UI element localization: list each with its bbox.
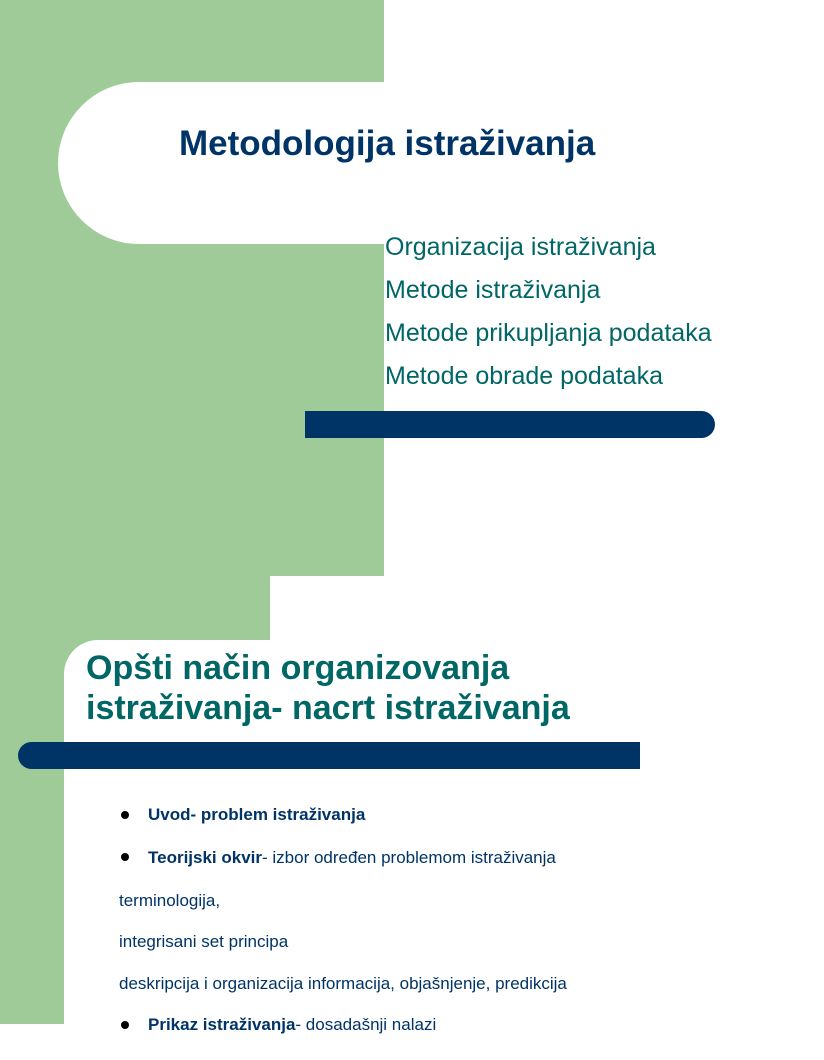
bullet-bold: Prikaz istraživanja — [148, 1015, 296, 1034]
bullet-text — [148, 848, 556, 868]
sub-item: terminologija, — [119, 891, 221, 910]
slide-title — [86, 648, 746, 728]
topic-list — [385, 226, 712, 398]
sub-item: deskripcija i organizacija informacija, objašnjenje, predikcija — [119, 974, 567, 993]
bullet-text: Uvod- problem istraživanja — [148, 805, 366, 824]
accent-bar — [305, 411, 715, 438]
bullet-dot — [121, 853, 129, 861]
accent-bar — [18, 742, 640, 769]
title-line: istraživanja- nacrt istraživanja — [86, 689, 570, 727]
topic-item: Metode istraživanja — [385, 276, 601, 304]
bullet-dot — [121, 1021, 129, 1029]
topic-item: Metode obrade podataka — [385, 362, 663, 390]
bullet-bold: Teorijski okvir — [148, 848, 263, 867]
bullet-text — [148, 1015, 436, 1035]
topic-item: Metode prikupljanja podataka — [385, 319, 712, 347]
sub-item: integrisani set principa — [119, 932, 289, 951]
bullet-rest: - izbor određen problemom istraživanja — [262, 848, 556, 867]
bullet-dot — [121, 811, 129, 819]
slide-title: Metodologija istraživanja — [179, 124, 596, 163]
bullet-rest: - dosadašnji nalazi — [295, 1015, 437, 1034]
slide-2 — [0, 576, 768, 1034]
topic-item: Organizacija istraživanja — [385, 233, 656, 261]
title-line: Opšti način organizovanja — [86, 649, 510, 687]
